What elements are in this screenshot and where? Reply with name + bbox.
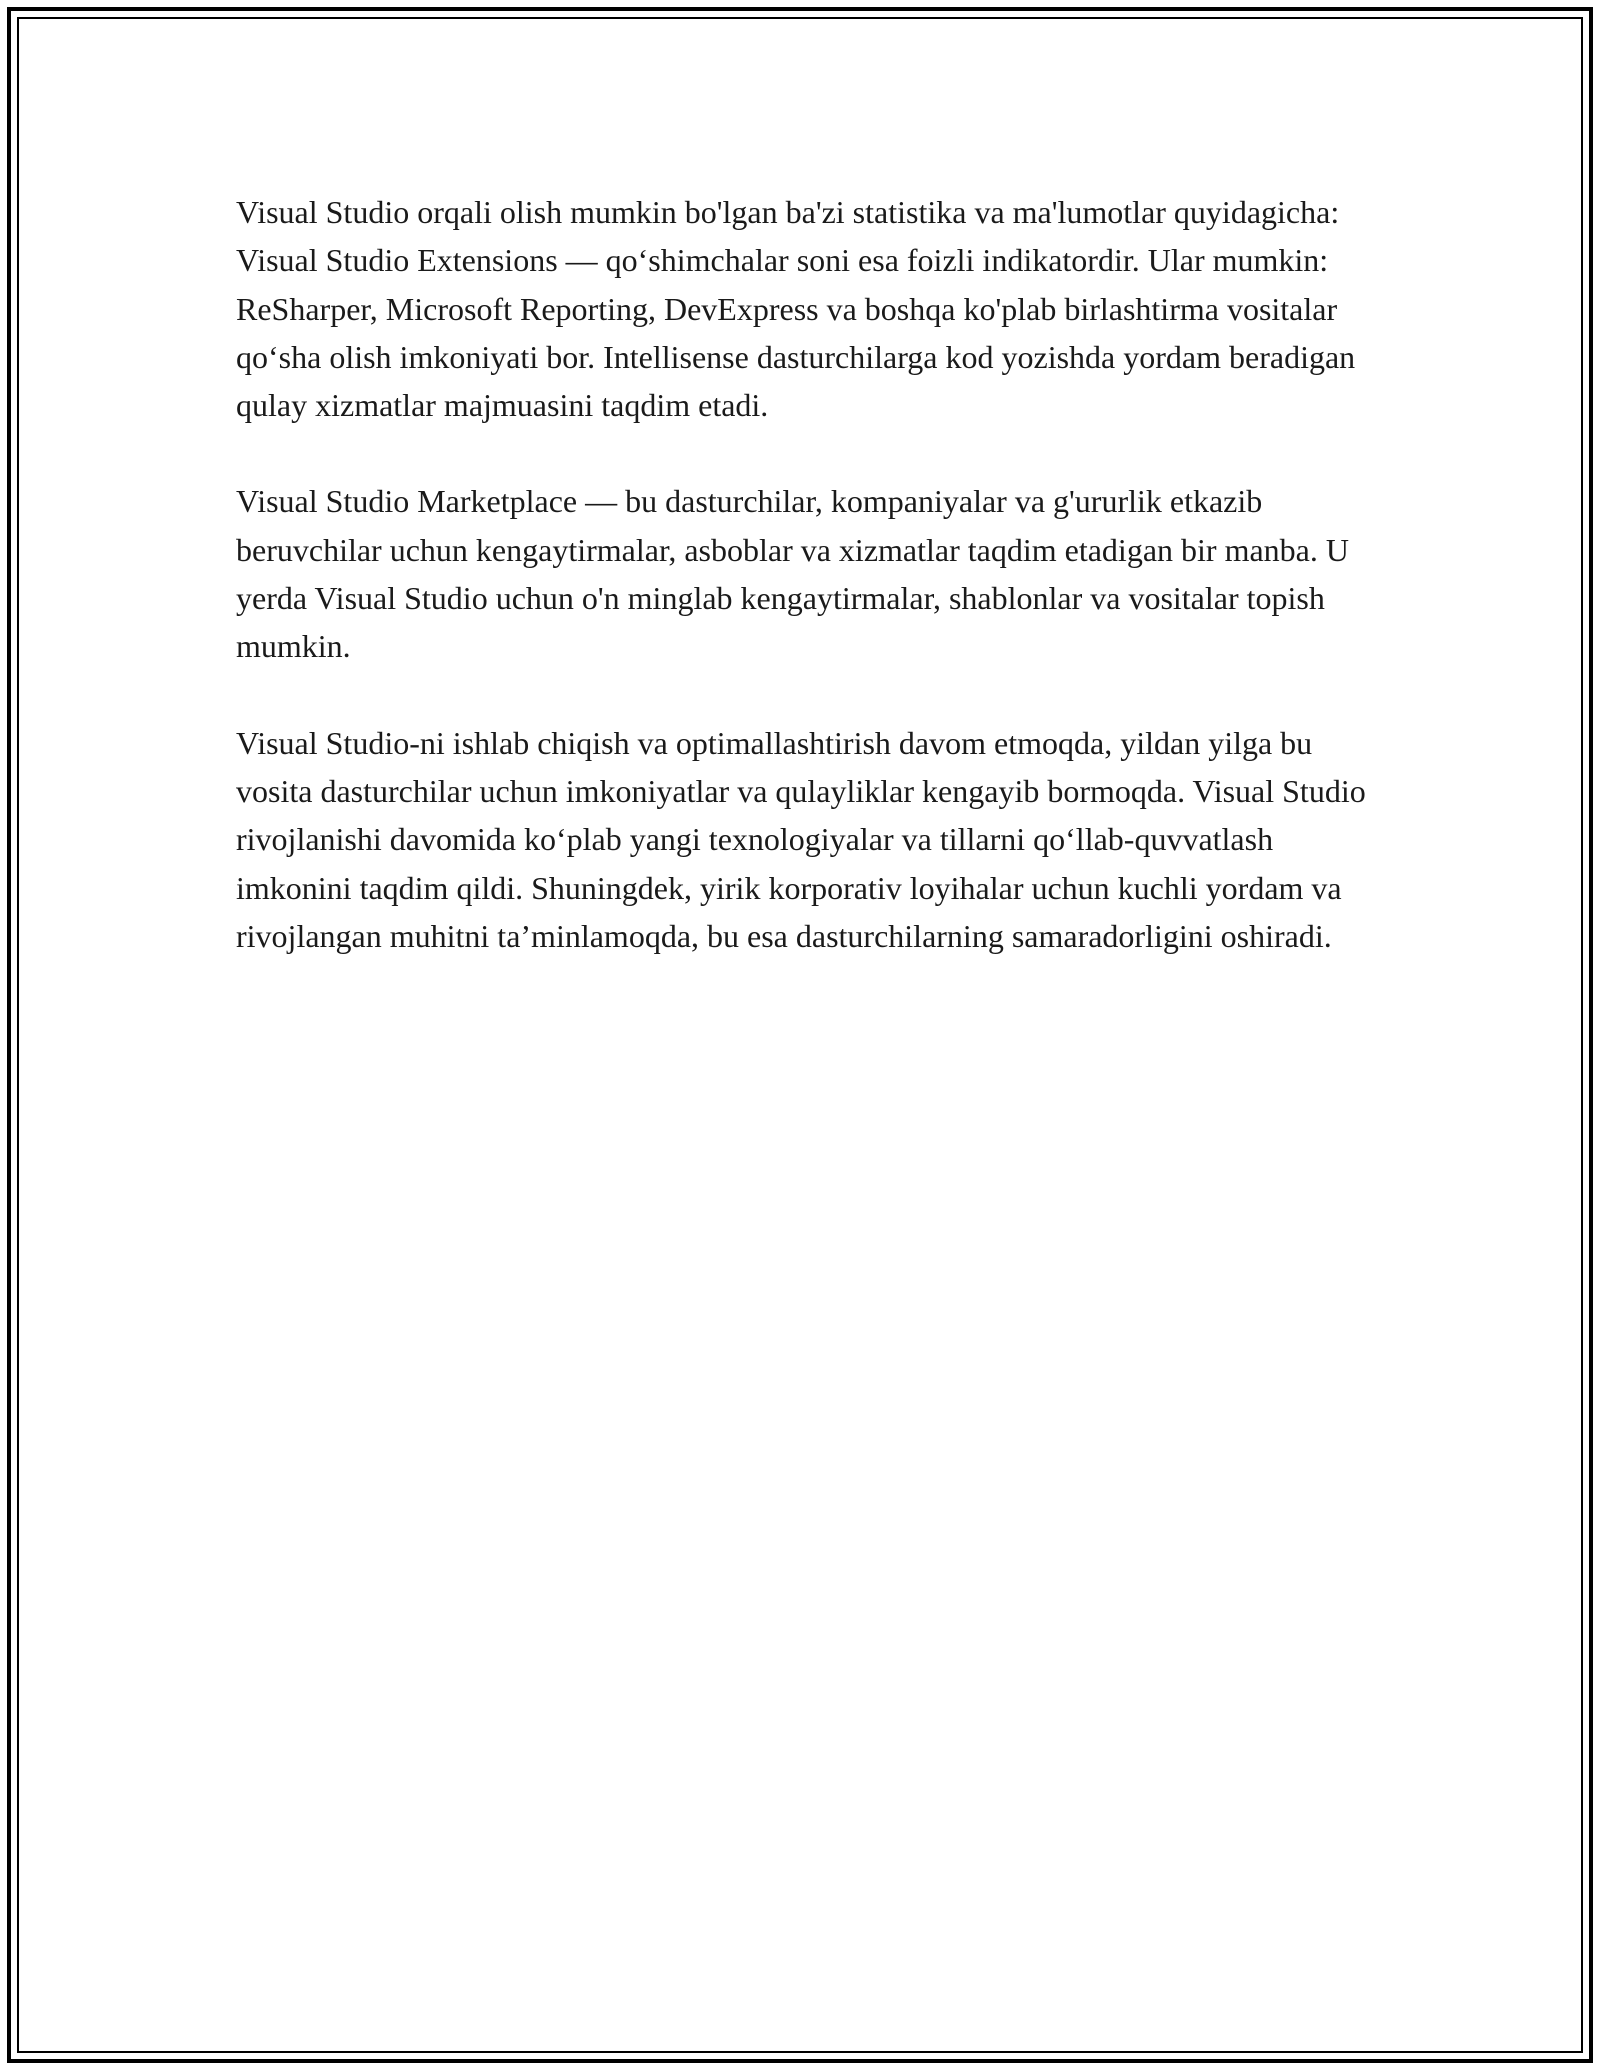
document-body	[236, 188, 1386, 1008]
paragraph-development: Visual Studio-ni ishlab chiqish va optimallashtirish davom etmoqda, yildan yilga bu vosita dasturchilar uchun imkoniyatlar va qulayliklar kengayib bormoqda. Visual Studio rivojlanishi davomida ko‘plab yangi texnologiyalar va tillarni qo‘llab-quvvatlash imkonini taqdim qildi. Shuningdek, yirik korporativ loyihalar uchun kuchli yordam va rivojlangan muhitni ta’minlamoqda, bu esa dasturchilarning samaradorligini oshiradi.	[236, 724, 1366, 954]
paragraph-marketplace: Visual Studio Marketplace — bu dasturchilar, kompaniyalar va g'ururlik etkazib beruvchilar uchun kengaytirmalar, asboblar va xizmatlar taqdim etadigan bir manba. U yerda Visual Studio uchun o'n minglab kengaytirmalar, shablonlar va vositalar topish mumkin.	[236, 483, 1349, 665]
paragraph-extensions: Visual Studio orqali olish mumkin bo'lgan ba'zi statistika va ma'lumotlar quyidagicha: Visual Studio Extensions — qo‘shimchalar soni esa foizli indikatordir. Ular mumkin: ReSharper, Microsoft Reporting, DevExpress va boshqa ko'plab birlashtirma vositalar qo‘sha olish imkoniyati bor. Intellisense dasturchilarga kod yozishda yordam beradigan qulay xizmatlar majmuasini taqdim etadi.	[236, 194, 1356, 424]
